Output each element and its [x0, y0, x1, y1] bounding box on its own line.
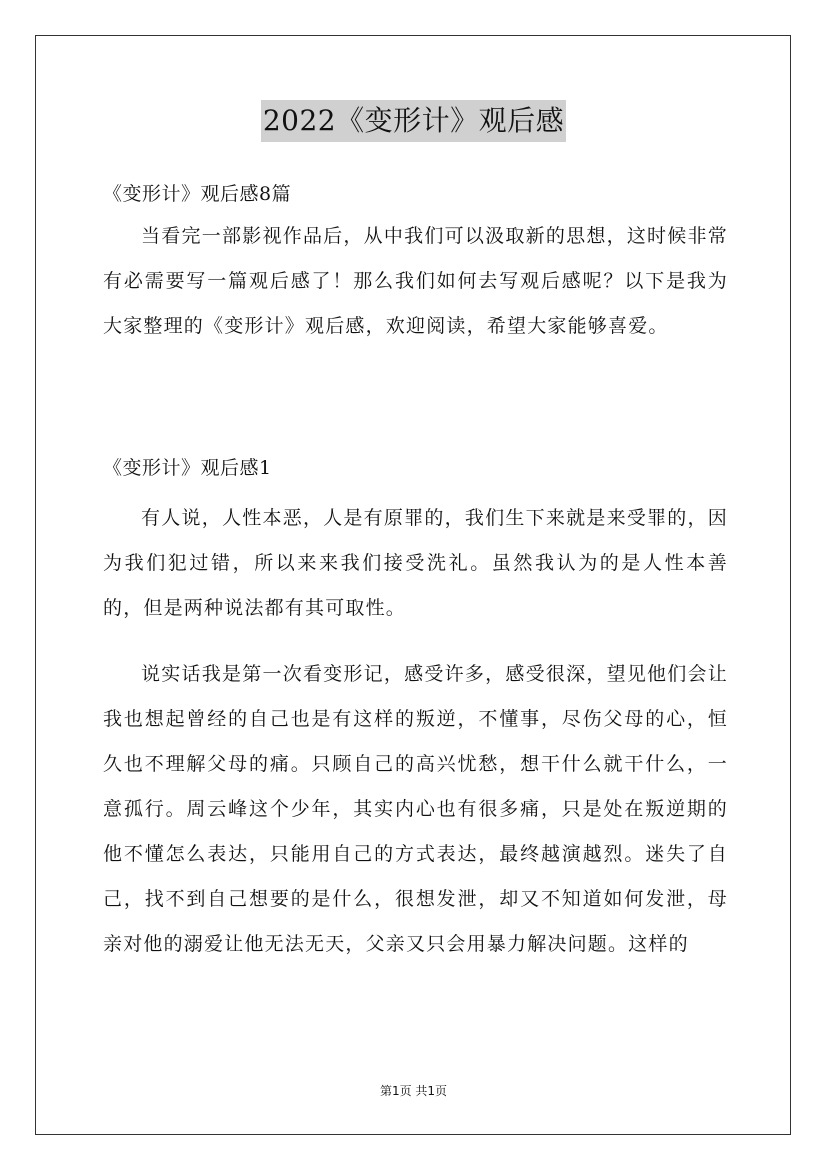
document-title: 2022《变形计》观后感: [261, 100, 566, 142]
page-footer: 第1页 共1页: [379, 1084, 448, 1098]
section-heading: 《变形计》观后感1: [103, 457, 272, 479]
intro-paragraph: 当看完一部影视作品后，从中我们可以汲取新的思想，这时候非常有必需要写一篇观后感了！那么我们如何去写观后感呢？以下是我为大家整理的《变形计》观后感，欢迎阅读，希望大家能够喜爱。: [103, 225, 728, 337]
body-paragraph: 说实话我是第一次看变形记，感受许多，感受很深，望见他们会让我也想起曾经的自己也是有这样的叛逆，不懂事，尽伤父母的心，恒久也不理解父母的痛。只顾自己的高兴忧愁，想干什么就干什么，一意孤行。周云峰这个少年，其实内心也有很多痛，只是处在叛逆期的他不懂怎么表达，只能用自己的方式表达，最终越演越烈。迷失了自己，找不到自己想要的是什么，很想发泄，却又不知道如何发泄，母亲对他的溺爱让他无法无天，父亲又只会用暴力解决问题。这样的: [103, 663, 728, 955]
body-paragraph: 有人说，人性本恶，人是有原罪的，我们生下来就是来受罪的，因为我们犯过错，所以来来我们接受洗礼。虽然我认为的是人性本善的，但是两种说法都有其可取性。: [103, 507, 728, 619]
document-subtitle: 《变形计》观后感8篇: [103, 183, 292, 205]
title-container: [0, 100, 827, 142]
